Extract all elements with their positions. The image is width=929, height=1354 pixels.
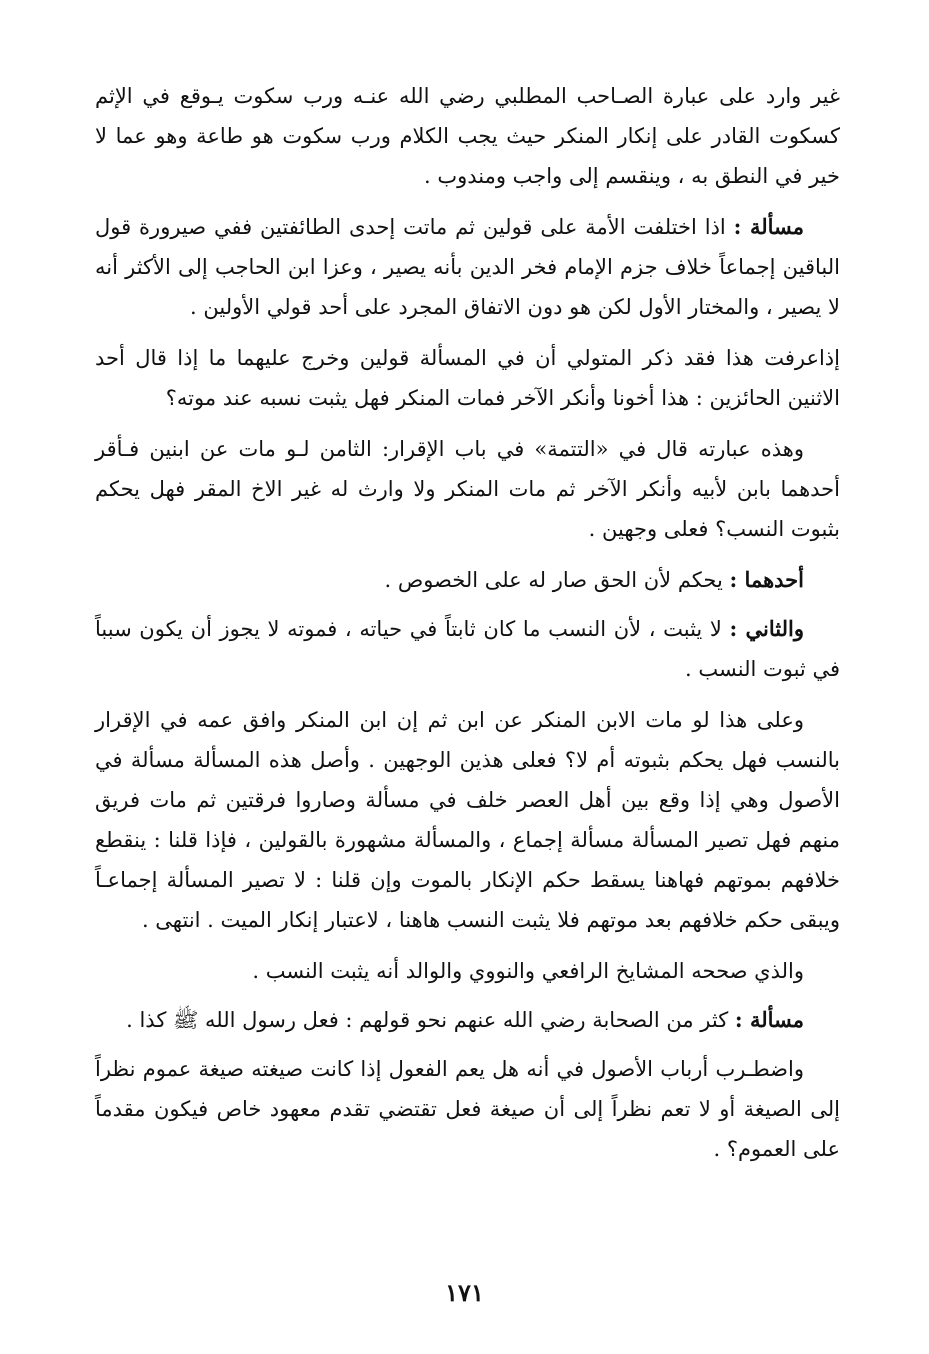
paragraph-9 bbox=[95, 1000, 840, 1040]
issue-heading-1: مسألة : bbox=[733, 214, 804, 239]
paragraph-6 bbox=[95, 609, 840, 689]
paragraph-10: واضطـرب أرباب الأصول في أنه هل يعم الفعول إذا كانت صيغته صيغة عموم نظراً إلى الصيغة أو لا تعم نظراً إلى أن صيغة فعل تقتضي تقدم معهود خاص فيكون مقدماً على العموم؟ . bbox=[95, 1057, 840, 1161]
body-text bbox=[95, 76, 840, 1180]
paragraph-8: والذي صححه المشايخ الرافعي والنووي والوالد أنه يثبت النسب . bbox=[252, 959, 804, 983]
paragraph-2 bbox=[95, 207, 840, 327]
paragraph-9-text: كثر من الصحابة رضي الله عنهم نحو قولهم : فعل رسول الله ﷺ كذا . bbox=[126, 1008, 735, 1032]
second-view-heading: والثاني : bbox=[729, 616, 804, 641]
paragraph-3: إذاعرفت هذا فقد ذكر المتولي أن في المسألة قولين وخرج عليهما ما إذا قال أحد الاثنين الحائزين : هذا أخونا وأنكر الآخر فمات المنكر فهل يثبت نسبه عند موته؟ bbox=[95, 346, 840, 410]
paragraph-2-text: اذا اختلفت الأمة على قولين ثم ماتت إحدى الطائفتين ففي صيرورة قول الباقين إجماعاً خلاف جزم الإمام فخر الدين بأنه يصير ، وعزا ابن الحاجب إلى الأكثر أنه لا يصير ، والمختار الأول لكن هو دون الاتفاق المجرد على أحد قولي الأولين . bbox=[95, 215, 840, 319]
paragraph-5 bbox=[95, 560, 840, 600]
paragraph-7: وعلى هذا لو مات الابن المنكر عن ابن ثم إن ابن المنكر وافق عمه في الإقرار بالنسب فهل يحكم بثبوته أم لا؟ فعلى هذين الوجهين . وأصل هذه المسألة مسألة في الأصول وهي إذا وقع بين أهل العصر خلف في مسألة وصاروا فرقتين ثم مات فريق منهم فهل تصير المسألة مسألة إجماع ، والمسألة مشهورة بالقولين ، فإذا قلنا : ينقطع خلافهم بموتهم فهاهنا يسقط حكم الإنكار بالموت وإن قلنا : لا تصير المسألة إجماعـاً ويبقى حكم خلافهم بعد موتهم فلا يثبت النسب هاهنا ، لاعتبار إنكار الميت . انتهى . bbox=[95, 708, 840, 932]
first-view-heading: أحدهما : bbox=[729, 567, 804, 592]
paragraph-6-text: لا يثبت ، لأن النسب ما كان ثابتاً في حياته ، فموته لا يجوز أن يكون سبباً في ثبوت النسب . bbox=[95, 617, 840, 681]
paragraph-5-text: يحكم لأن الحق صار له على الخصوص . bbox=[384, 568, 730, 592]
page-number: ١٧١ bbox=[445, 1278, 484, 1307]
paragraph-1: غير وارد على عبارة الصـاحب المطلبي رضي الله عنـه ورب سكوت يـوقع في الإثم كسكوت القادر على إنكار المنكر حيث يجب الكلام ورب سكوت هو طاعة وهو عما لا خير في النطق به ، وينقسم إلى واجب ومندوب . bbox=[95, 84, 840, 188]
paragraph-4: وهذه عبارته قال في «التتمة» في باب الإقرار: الثامن لـو مات عن ابنين فـأقر أحدهما بابن لأبيه وأنكر الآخر ثم مات المنكر ولا وارث له غير الاخ المقر فهل يحكم بثبوت النسب؟ فعلى وجهين . bbox=[95, 437, 840, 541]
issue-heading-2: مسألة : bbox=[734, 1007, 804, 1032]
